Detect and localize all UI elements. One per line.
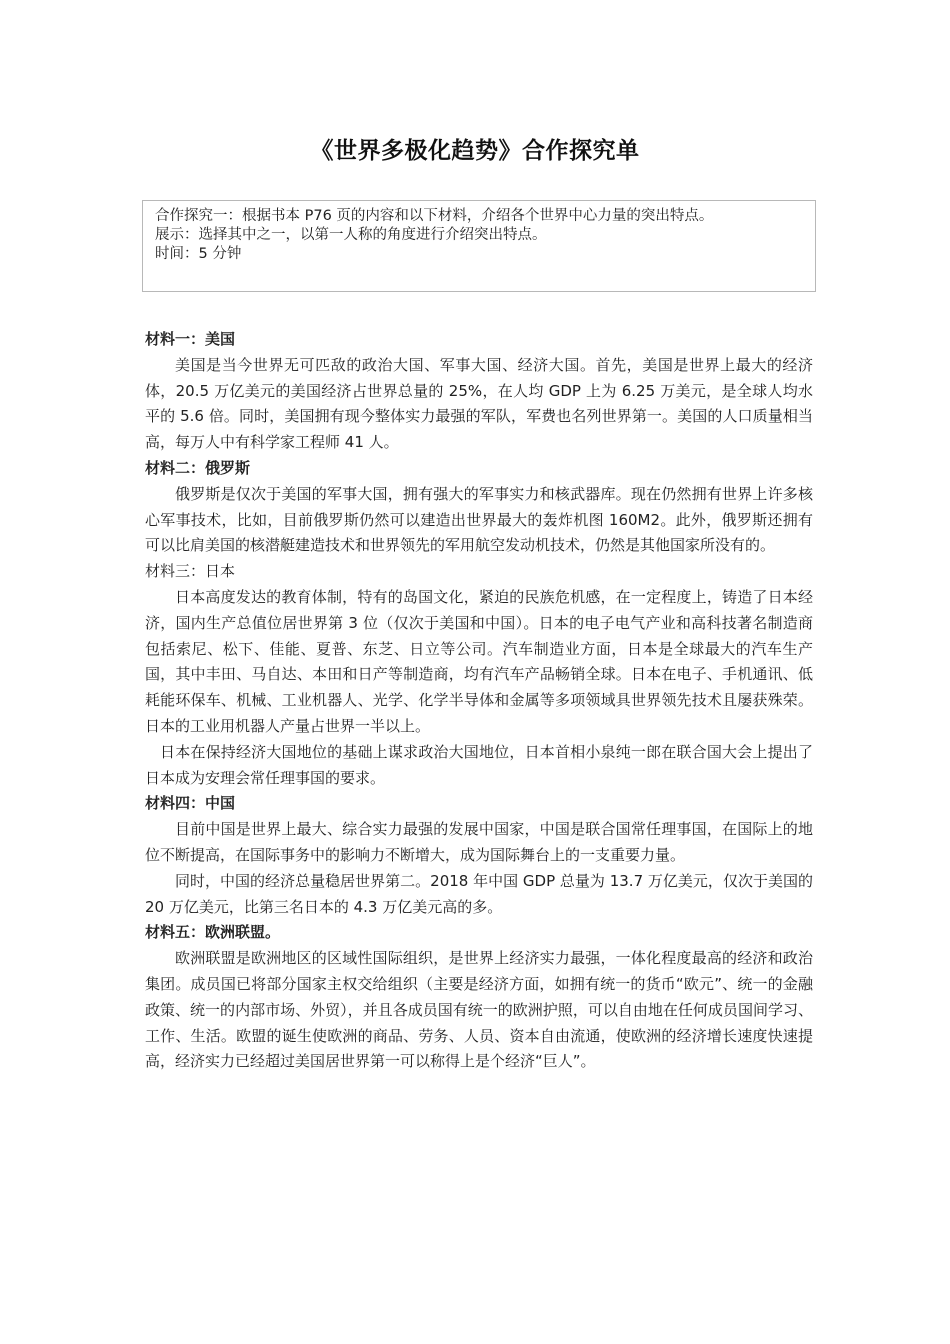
- material-paragraph: 欧洲联盟是欧洲地区的区域性国际组织，是世界上经济实力最强，一体化程度最高的经济和政治集团。成员国已将部分国家主权交给组织（主要是经济方面，如拥有统一的货币“欧元”、统一的金融政策、统一的内部市场、外贸），并且各成员国有统一的欧洲护照，可以自由地在任何成员国间学习、工作、生活。欧盟的诞生使欧洲的商品、劳务、人员、资本自由流通，使欧洲的经济增长速度快速提高，经济实力已经超过美国居世界第一可以称得上是个经济“巨人”。: [145, 949, 813, 1071]
- task-box: [142, 200, 816, 292]
- material-paragraph: 日本高度发达的教育体制，特有的岛国文化，紧迫的民族危机感，在一定程度上，铸造了日本经济，国内生产总值位居世界第 3 位（仅次于美国和中国）。日本的电子电气产业和高科技著名制造商包括索尼、松下、佳能、夏普、东芝、日立等公司。汽车制造业方面，日本是全球最大的汽车生产国，其中丰田、马自达、本田和日产等制造商，均有汽车产品畅销全球。日本在电子、手机通讯、低耗能环保车、机械、工业机器人、光学、化学半导体和金属等多项领域具世界领先技术且屡获殊荣。日本的工业用机器人产量占世界一半以上。: [145, 587, 813, 735]
- material-heading-china: 材料四：中国: [145, 794, 236, 813]
- page-title: 《世界多极化趋势》合作探究单: [310, 138, 640, 164]
- task-time: 时间：5 分钟: [155, 246, 242, 262]
- task-presentation: 展示：选择其中之一，以第一人称的角度进行介绍突出特点。: [155, 227, 547, 243]
- material-paragraph: 目前中国是世界上最大、综合实力最强的发展中国家，中国是联合国常任理事国，在国际上的地位不断提高，在国际事务中的影响力不断增大，成为国际舞台上的一支重要力量。: [145, 820, 813, 864]
- material-heading-usa: 材料一：美国: [145, 330, 236, 348]
- material-paragraph: 俄罗斯是仅次于美国的军事大国，拥有强大的军事实力和核武器库。现在仍然拥有世界上许多核心军事技术，比如，目前俄罗斯仍然可以建造出世界最大的轰炸机图 160M2。此外，俄罗斯还拥有可以比肩美国的核潜艇建造技术和世界领先的军用航空发动机技术，仍然是其他国家所没有的。: [145, 484, 813, 555]
- materials-section: [145, 327, 813, 1075]
- material-heading-russia: 材料二：俄罗斯: [145, 458, 251, 477]
- task-instruction: 合作探究一：根据书本 P76 页的内容和以下材料，介绍各个世界中心力量的突出特点。: [155, 208, 714, 224]
- material-heading-eu: 材料五：欧洲联盟。: [145, 923, 281, 942]
- material-paragraph: 日本在保持经济大国地位的基础上谋求政治大国地位，日本首相小泉纯一郎在联合国大会上提出了日本成为安理会常任理事国的要求。: [145, 742, 813, 787]
- material-paragraph: 美国是当今世界无可匹敌的政治大国、军事大国、经济大国。首先，美国是世界上最大的经济体，20.5 万亿美元的美国经济占世界总量的 25%，在人均 GDP 上为 6.25 万美元，是全球人均水平的 5.6 倍。同时，美国拥有现今整体实力最强的军队，军费也名列世界第一。美国的人口质量相当高，每万人中有科学家工程师 41 人。: [145, 355, 813, 452]
- material-paragraph: 同时，中国的经济总量稳居世界第二。2018 年中国 GDP 总量为 13.7 万亿美元，仅次于美国的 20 万亿美元，比第三名日本的 4.3 万亿美元高的多。: [145, 871, 813, 916]
- material-heading-japan: 材料三：日本: [145, 562, 236, 581]
